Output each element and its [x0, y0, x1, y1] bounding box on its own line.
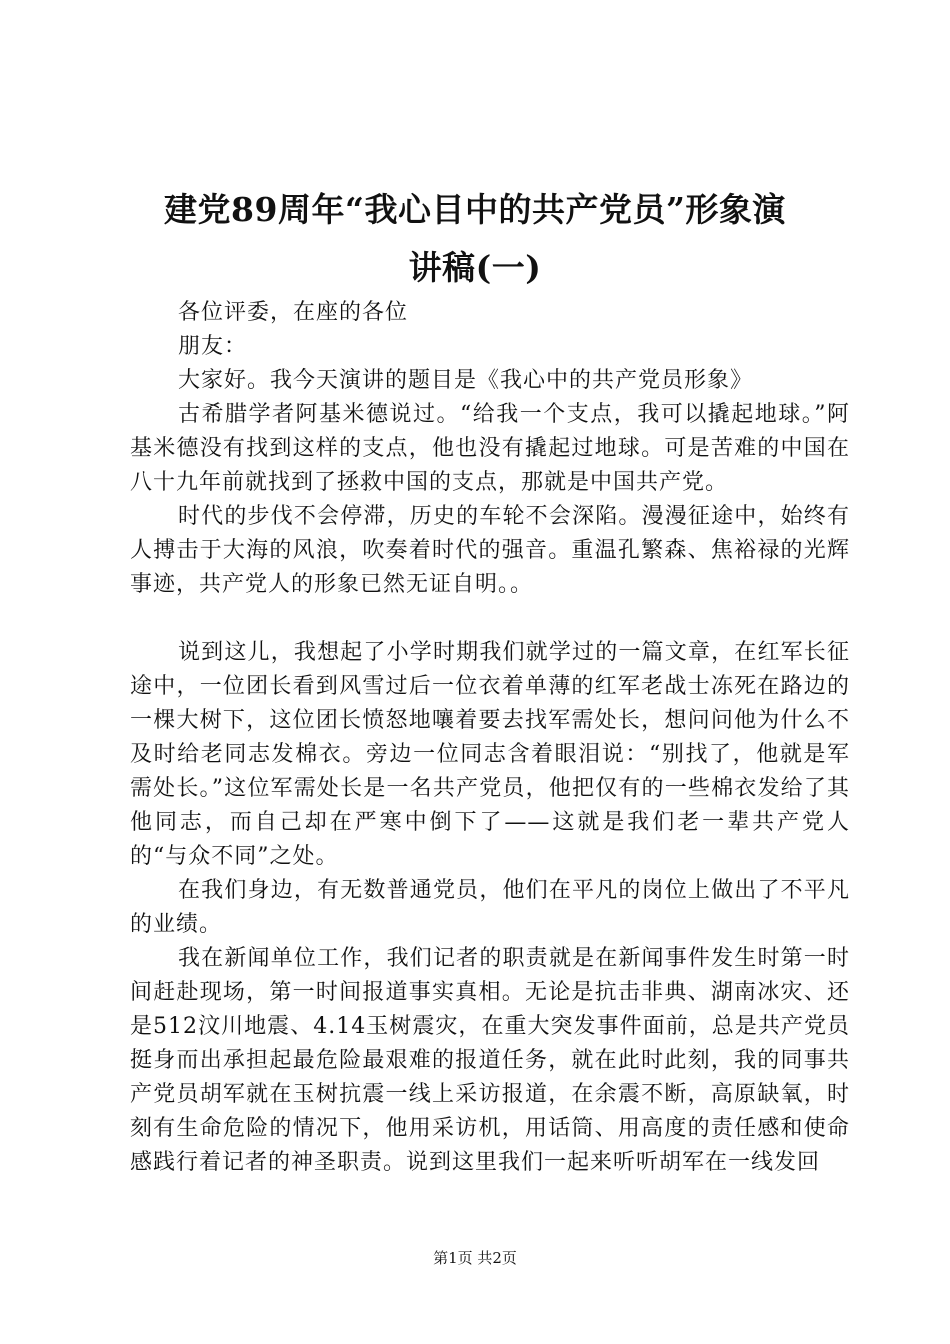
document-body [130, 296, 850, 1180]
document-title-line-2: 讲稿(一) [408, 248, 542, 287]
paragraph-salutation-friends: 朋友： [178, 334, 248, 359]
paragraph-era: 时代的步伐不会停滞，历史的车轮不会深陷。漫漫征途中，始终有人搏击于大海的风浪，吹奏着时代的强音。重温孔繁森、焦裕禄的光辉事迹，共产党人的形象已然无证自明。。 [130, 504, 850, 597]
paragraph-red-army-story: 说到这儿，我想起了小学时期我们就学过的一篇文章，在红军长征途中，一位团长看到风雪过后一位衣着单薄的红军老战士冻死在路边的一棵大树下，这位团长愤怒地嚷着要去找军需处长，想问问他为什么不及时给老同志发棉衣。旁边一位同志含着眼泪说：“别找了，他就是军需处长。”这位军需处长是一名共产党员，他把仅有的一些棉衣发给了其他同志，而自己却在严寒中倒下了——这就是我们老一辈共产党人的“与众不同”之处。 [130, 640, 850, 869]
document-title-line-1: 建党89周年“我心目中的共产党员”形象演 [164, 190, 786, 229]
paragraph-greeting: 大家好。我今天演讲的题目是《我心中的共产党员形象》 [178, 368, 754, 393]
paragraph-ordinary-members: 在我们身边，有无数普通党员，他们在平凡的岗位上做出了不平凡的业绩。 [130, 878, 850, 937]
paragraph-archimedes: 古希腊学者阿基米德说过。“给我一个支点，我可以撬起地球。”阿基米德没有找到这样的支点，他也没有撬起过地球。可是苦难的中国在八十九年前就找到了拯救中国的支点，那就是中国共产党。 [130, 402, 850, 495]
paragraph-news-work: 我在新闻单位工作，我们记者的职责就是在新闻事件发生时第一时间赶赴现场，第一时间报道事实真相。无论是抗击非典、湖南冰灾、还是512汶川地震、4.14玉树震灾，在重大突发事件面前，总是共产党员挺身而出承担起最危险最艰难的报道任务，就在此时此刻，我的同事共产党员胡军就在玉树抗震一线上采访报道，在余震不断，高原缺氧，时刻有生命危险的情况下，他用采访机，用话筒、用高度的责任感和使命感践行着记者的神圣职责。说到这里我们一起来听听胡军在一线发回 [130, 946, 850, 1175]
paragraph-salutation: 各位评委，在座的各位 [178, 300, 409, 325]
page-number-footer: 第1页 共2页 [433, 1249, 517, 1267]
